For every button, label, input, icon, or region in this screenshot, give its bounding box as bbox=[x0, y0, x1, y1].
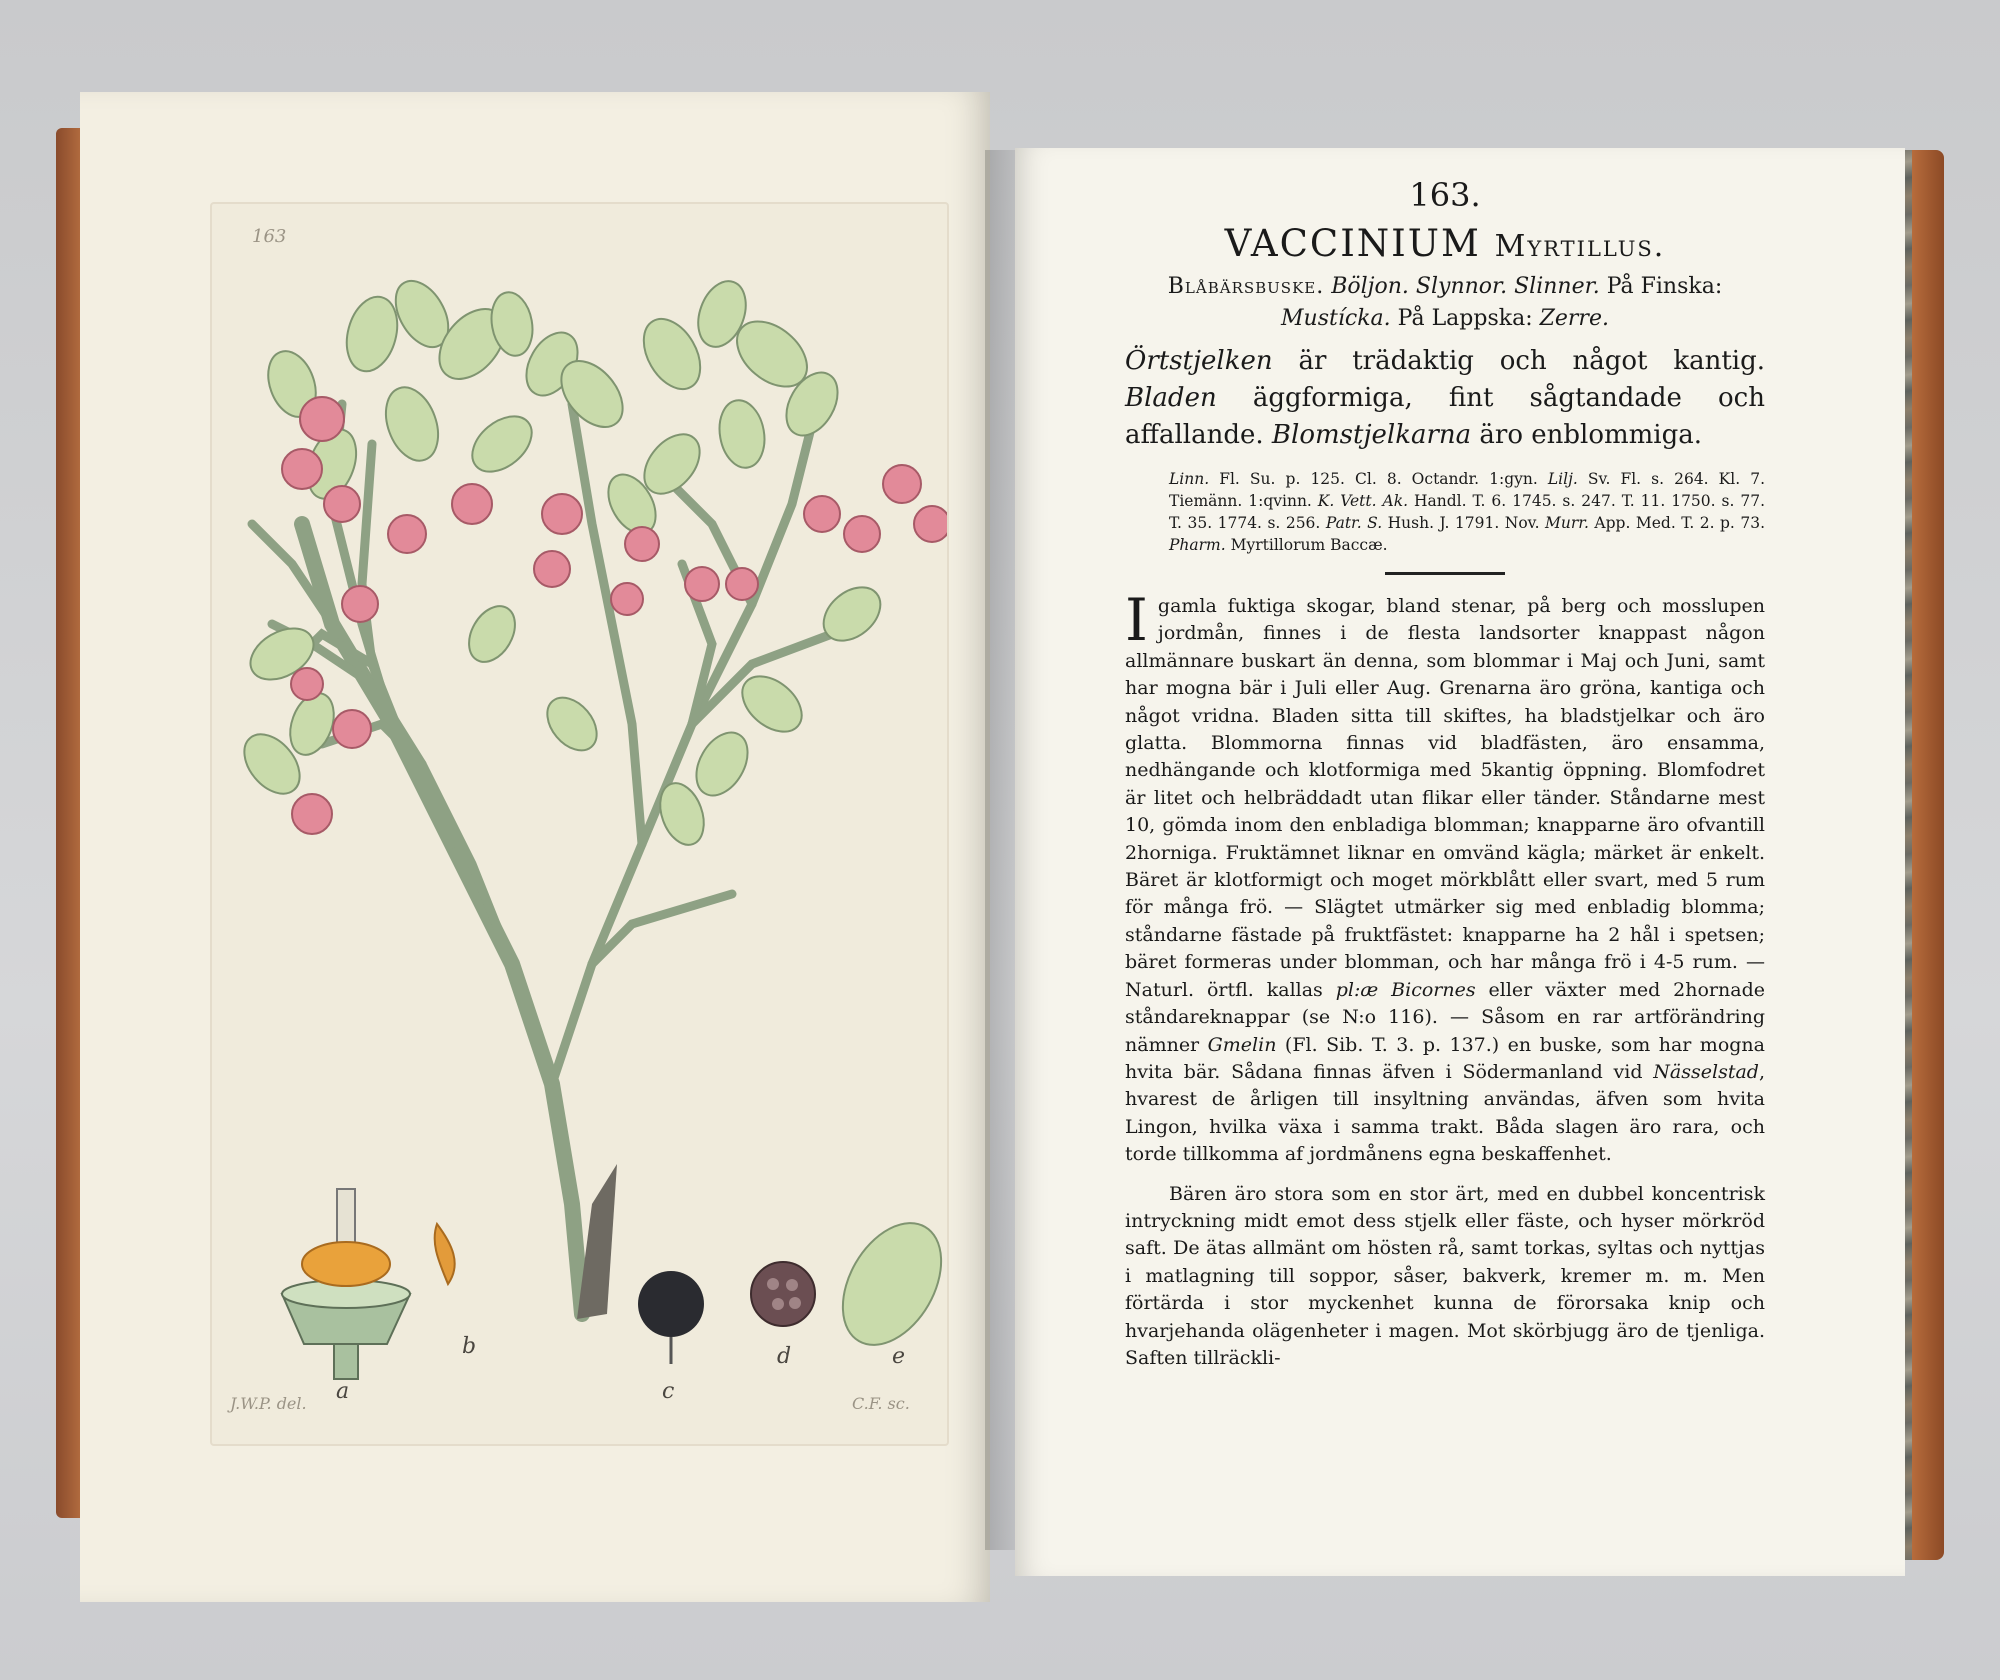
bilberry-illustration bbox=[212, 204, 947, 1444]
finnish-name: Mustícka. bbox=[1281, 306, 1391, 331]
description-paragraph-2: Bären äro stora som en stor ärt, med en dubbel koncentrisk intryckning midt emot dess stjelk eller fäste, och hyser mörkröd saft. De ätas allmänt om hösten rå, samt torkas, syltas och nyttjas i matlagning till soppor, såser, bakverk, kremer m. m. Men förtärda i stor myckenhet kunna de förorsaka knip och hvarjehanda olägenheter i magen. Mot skörbjugg äro de tjenliga. Saften tillräckli- bbox=[1125, 1182, 1765, 1369]
swedish-name: Blåbärsbuske. bbox=[1167, 274, 1325, 299]
description-paragraph-1 bbox=[1125, 586, 1765, 1169]
figure-label-d: d bbox=[777, 1344, 792, 1369]
ref-kvett-ak: K. Vett. Ak. bbox=[1317, 492, 1409, 510]
ref-text-5: App. Med. T. 2. p. 73. bbox=[1588, 514, 1765, 532]
finnish-label: På Finska: bbox=[1606, 274, 1723, 299]
drop-cap: I bbox=[1125, 586, 1148, 654]
lapp-name: Zerre. bbox=[1539, 306, 1609, 331]
text-column bbox=[1125, 168, 1765, 1372]
left-page bbox=[80, 92, 990, 1602]
literature-references bbox=[1125, 468, 1765, 556]
figure-label-b: b bbox=[462, 1334, 477, 1359]
paragraph-1-nasselstad: Nässelstad bbox=[1653, 1060, 1759, 1083]
common-names bbox=[1125, 271, 1765, 335]
species-name: Myrtillus. bbox=[1494, 229, 1666, 264]
ref-text-2: Sv. Fl. s. 264. Kl. 7. Tiemänn. 1:qvinn. bbox=[1169, 470, 1765, 510]
botanical-plate bbox=[210, 202, 949, 1446]
ref-text-4: Hush. J. 1791. Nov. bbox=[1382, 514, 1546, 532]
figure-a-flower-section bbox=[282, 1189, 410, 1379]
section-divider bbox=[1385, 572, 1505, 575]
paragraph-1-gmelin: Gmelin bbox=[1207, 1033, 1277, 1056]
figure-b-stamen bbox=[435, 1224, 455, 1284]
ref-patr-s: Patr. S. bbox=[1325, 514, 1383, 532]
diagnosis-text-peduncles: äro enblommiga. bbox=[1471, 420, 1703, 450]
paragraph-1-part-e: (Fl. Sib. T. 3. p. 137.) en buske, som har mogna hvita bär. Sådana finnas äfven i Södermanland vid bbox=[1125, 1033, 1765, 1083]
plate-number: 163 bbox=[252, 226, 287, 247]
ref-text-3: Handl. T. 6. 1745. s. 247. T. 11. 1750. s. 77. T. 35. 1774. s. 256. bbox=[1169, 492, 1765, 532]
diagnosis-term-peduncles: Blomstjelkarna bbox=[1271, 420, 1472, 450]
lapp-label: På Lappska: bbox=[1397, 306, 1533, 331]
ref-author-murr: Murr. bbox=[1545, 514, 1589, 532]
ref-text-6: Myrtillorum Baccæ. bbox=[1225, 536, 1388, 554]
diagnosis-text-stem: är trädaktig och något kantig. bbox=[1272, 346, 1765, 376]
ref-pharm: Pharm. bbox=[1169, 536, 1226, 554]
ref-text-1: Fl. Su. p. 125. Cl. 8. Octandr. 1:gyn. bbox=[1209, 470, 1548, 488]
page-number: 163. bbox=[1409, 176, 1481, 214]
engraver-signature: C.F. sc. bbox=[852, 1394, 910, 1413]
paragraph-1-part-g: , hvarest de årligen till insyltning användas, äfven som hvita Lingon, hvilka växa i samma trakt. Båda slagen äro rara, och torde tillkomma af jordmånens egna beskaffenhet. bbox=[1125, 1060, 1765, 1166]
book-cover-leather-edge bbox=[1912, 150, 1944, 1560]
diagnosis-term-leaves: Bladen bbox=[1125, 383, 1217, 413]
species-diagnosis bbox=[1125, 343, 1765, 454]
paragraph-1-bicornes: pl:æ Bicornes bbox=[1335, 978, 1476, 1001]
diagnosis-term-stem: Örtstjelken bbox=[1125, 346, 1273, 376]
figure-label-a: a bbox=[336, 1379, 350, 1404]
figure-c-berry bbox=[638, 1271, 704, 1364]
paragraph-1-part-a: gamla fuktiga skogar, bland stenar, på berg och mosslupen jordmån, finnes i de flesta landsorter knappast någon allmännare buskart än denna, som blommar i Maj och Juni, samt har mogna bär i Juli eller Aug. Grenarna äro gröna, kantiga och något vridna. Bladen sitta till skiftes, ha bladstjelkar och äro glatta. Blommorna finnas vid bladfästen, äro ensamma, nedhängande och klotformiga med 5kantig öppning. Blomfodret är litet och helbräddadt utan flikar eller tänder. Ståndarne mest 10, gömda inom den enbladiga blomman; knapparne äro ofvantill 2horniga. Fruktämnet liknar en omvänd kägla; märket är enkelt. Bäret är klotformigt och moget mörkblått eller svart, med 5 rum för många frö. — Slägtet utmärker sig med enbladig blomma; ståndarne fästade på fruktfästet: knapparne ha 2 hål i spetsen; bäret formeras under blomman, och har många frö i 4-5 rum. — Naturl. örtfl. kallas bbox=[1125, 595, 1765, 1001]
ref-author-linn: Linn. bbox=[1169, 470, 1210, 488]
ref-author-lilj: Lilj. bbox=[1547, 470, 1578, 488]
alternate-names: Böljon. Slynnor. Slinner. bbox=[1331, 274, 1600, 299]
genus-name: VACCINIUM bbox=[1224, 222, 1481, 265]
diagnosis-text-leaves: äggformiga, fint sågtandade och affallande. bbox=[1125, 383, 1765, 450]
figure-label-e: e bbox=[892, 1344, 906, 1369]
figure-label-c: c bbox=[662, 1379, 675, 1404]
species-heading bbox=[1125, 222, 1765, 265]
artist-signature: J.W.P. del. bbox=[230, 1394, 307, 1413]
figure-d-berry-section bbox=[751, 1262, 815, 1326]
paragraph-1-part-c: eller växter med 2hornade ståndareknappar (se N:o 116). — Såsom en rar artförändring nämner bbox=[1125, 978, 1765, 1056]
right-page bbox=[1015, 148, 1905, 1576]
figure-e-leaf bbox=[823, 1206, 947, 1362]
